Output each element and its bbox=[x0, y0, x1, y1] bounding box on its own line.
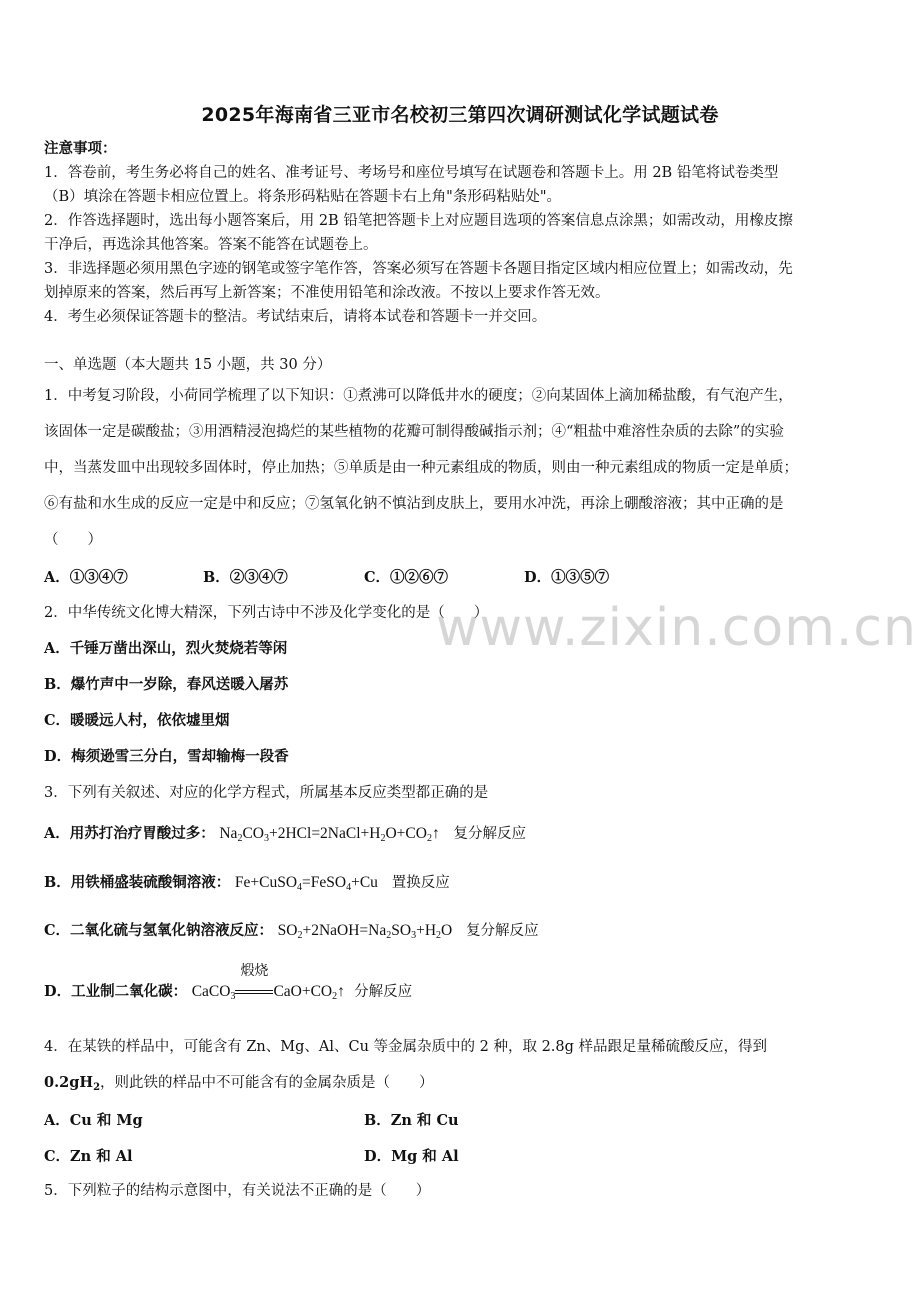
q1-line: （ ） bbox=[44, 532, 102, 548]
q3-b-label: B．用铁桶盛装硫酸铜溶液： bbox=[44, 874, 231, 891]
q1-option-d[interactable]: D．①③⑤⑦ bbox=[524, 569, 610, 586]
notice-line: 3．非选择题必须用黑色字迹的钢笔或签字笔作答，答案必须写在答题卡各题目指定区域内相应位置上；如需改动，先 bbox=[44, 261, 793, 277]
q1-line: ⑥有盐和水生成的反应一定是中和反应；⑦氢氧化钠不慎沾到皮肤上，要用水冲洗，再涂上硼酸溶液；其中正确的是 bbox=[44, 496, 784, 512]
q2-stem: 2．中华传统文化博大精深，下列古诗中不涉及化学变化的是（ ） bbox=[44, 605, 489, 621]
q3-c-type: 复分解反应 bbox=[466, 923, 539, 939]
q1-option-b[interactable]: B．②③④⑦ bbox=[203, 569, 288, 586]
q1-line: 该固体一定是碳酸盐；③用酒精浸泡捣烂的某些植物的花瓣可制得酸碱指示剂；④“粗盐中难溶性杂质的去除”的实验 bbox=[44, 424, 784, 440]
q3-option-d[interactable] bbox=[44, 964, 413, 1007]
q4-option-b[interactable]: B．Zn 和 Cu bbox=[364, 1112, 459, 1129]
q4-line2: $0.2gH_2$，则此铁的样品中不可能含有的金属杂质是（ ） bbox=[44, 1074, 434, 1093]
q3-stem: 3．下列有关叙述、对应的化学方程式，所属基本反应类型都正确的是 bbox=[44, 785, 489, 801]
q2-option-b[interactable]: B．爆竹声中一岁除，春风送暖入屠苏 bbox=[44, 676, 289, 693]
notice-line: 2．作答选择题时，选出每小题答案后，用 2B 铅笔把答题卡上对应题目选项的答案信息点涂黑；如需改动，用橡皮擦 bbox=[44, 213, 793, 229]
q3-d-condition: 煅烧 bbox=[240, 964, 269, 979]
q3-option-c[interactable] bbox=[44, 921, 539, 946]
q2-option-d[interactable]: D．梅须逊雪三分白，雪却输梅一段香 bbox=[44, 748, 289, 765]
q1-option-c[interactable]: C．①②⑥⑦ bbox=[364, 569, 449, 586]
q3-b-equation: Fe+CuSO$_4$=FeSO$_4$+Cu bbox=[234, 874, 378, 893]
q3-c-equation: $SO_2+2NaOH=Na_2SO_3+H_2O$ bbox=[277, 922, 453, 941]
notice-line: 4．考生必须保证答题卡的整洁。考试结束后，请将本试卷和答题卡一并交回。 bbox=[44, 309, 547, 325]
q5-stem: 5．下列粒子的结构示意图中，有关说法不正确的是（ ） bbox=[44, 1183, 431, 1199]
q4-option-c[interactable]: C．Zn 和 Al bbox=[44, 1148, 133, 1165]
q4-option-d[interactable]: D．Mg 和 Al bbox=[364, 1148, 459, 1165]
q1-option-a[interactable]: A．①③④⑦ bbox=[44, 569, 128, 586]
q3-d-equation: CaCO$_3$ 煅烧 $CaO+CO_2↑$ bbox=[191, 964, 345, 1002]
q3-d-label: D．工业制二氧化碳： bbox=[44, 983, 188, 1000]
q3-a-label: A．用苏打治疗胃酸过多： bbox=[44, 825, 215, 842]
q3-a-type: 复分解反应 bbox=[453, 826, 527, 842]
notice-line: 干净后，再选涂其他答案。答案不能答在试题卷上。 bbox=[44, 237, 378, 253]
q3-d-type: 分解反应 bbox=[354, 984, 413, 1000]
notice-line: （B）填涂在答题卡相应位置上。将条形码粘贴在答题卡右上角"条形码粘贴处"。 bbox=[44, 189, 561, 205]
q4-line1: 4．在某铁的样品中，可能含有 Zn、Mg、Al、Cu 等金属杂质中的 2 种，取 2.8g 样品跟足量稀硫酸反应，得到 bbox=[44, 1039, 768, 1055]
notice-line: 划掉原来的答案，然后再写上新答案；不准使用铅笔和涂改液。不按以上要求作答无效。 bbox=[44, 285, 610, 301]
q1-line: 中，当蒸发皿中出现较多固体时，停止加热；⑤单质是由一种元素组成的物质，则由一种元素组成的物质一定是单质； bbox=[44, 460, 798, 476]
section-heading: 一、单选题（本大题共 15 小题，共 30 分） bbox=[44, 357, 332, 373]
q4-option-a[interactable]: A．Cu 和 Mg bbox=[44, 1112, 143, 1129]
q2-option-c[interactable]: C．暖暖远人村，依依墟里烟 bbox=[44, 712, 230, 729]
q2-option-a[interactable]: A．千锤万凿出深山，烈火焚烧若等闲 bbox=[44, 640, 288, 657]
q3-option-b[interactable] bbox=[44, 873, 450, 898]
q3-a-equation: $Na_2CO_3+2HCl=2NaCl+H_2O+CO_2↑$ bbox=[219, 825, 440, 844]
q3-b-type: 置换反应 bbox=[391, 875, 450, 891]
watermark: www.zixin.com.cn bbox=[436, 598, 917, 658]
q3-option-a[interactable] bbox=[44, 824, 526, 849]
page-title: 2025年海南省三亚市名校初三第四次调研测试化学试题试卷 bbox=[201, 104, 719, 126]
notice-heading: 注意事项： bbox=[44, 140, 117, 157]
notice-line: 1．答卷前，考生务必将自己的姓名、准考证号、考场号和座位号填写在试题卷和答题卡上。用 2B 铅笔将试卷类型 bbox=[44, 165, 779, 181]
q3-c-label: C．二氧化硫与氢氧化钠溶液反应： bbox=[44, 922, 274, 939]
q1-line: 1．中考复习阶段，小荷同学梳理了以下知识：①煮沸可以降低井水的硬度；②向某固体上滴加稀盐酸，有气泡产生， bbox=[44, 388, 793, 404]
